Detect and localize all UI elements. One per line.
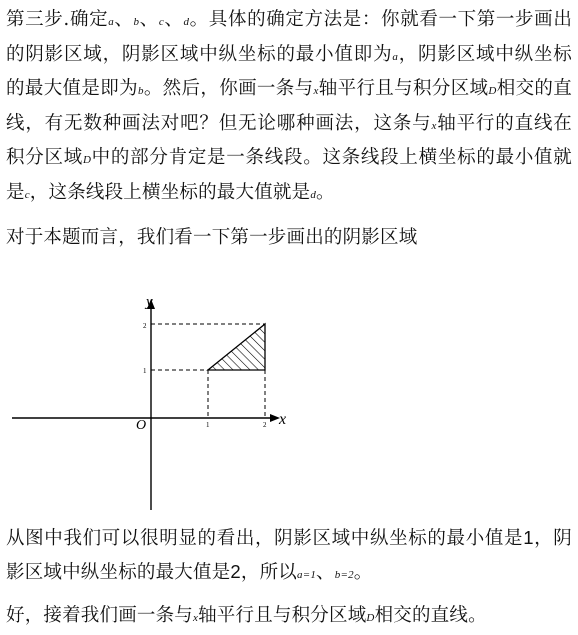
var-b: b	[133, 16, 140, 28]
step3-text: 轴平行且与积分区域	[318, 78, 489, 99]
value-max: 2	[230, 560, 241, 582]
var-D: D	[366, 612, 375, 624]
conclusion-text: 。	[353, 561, 373, 583]
next-text: 轴平行且与积分区域	[198, 605, 367, 626]
conclusion-text: ，所以	[240, 561, 298, 583]
var-c: c	[158, 16, 164, 28]
next-text: 好，接着我们画一条与	[6, 605, 194, 626]
conclusion-text: ，阴影区域中纵坐标的最大值是	[6, 528, 572, 583]
conclusion-text: 从图中我们可以很明显的看出，阴影区域中纵坐标的最小值是	[6, 528, 524, 549]
step3-text: 。具体的确定方法是：你就看一下第一步画出的阴影区域，阴影区域中纵坐标的最小值即为	[6, 9, 573, 65]
value-min: 1	[523, 527, 534, 548]
step3-text: 。	[316, 181, 335, 203]
x-axis-label: x	[279, 411, 287, 428]
var-a: a	[108, 16, 114, 28]
var-c: c	[24, 188, 30, 201]
y-tick-2: 2	[143, 322, 147, 330]
intro-line: 对于本题而言，我们看一下第一步画出的阴影区域	[6, 227, 418, 248]
step3-text: 相交的直线，有无数种画法对吧？但无论哪种画法，这条与	[6, 78, 572, 134]
step3-text: 轴平行的直线在积分区域	[6, 112, 572, 168]
y-tick-1: 1	[143, 367, 147, 375]
var-b: b	[137, 85, 144, 97]
var-x: x	[313, 85, 319, 97]
y-axis-label: y	[146, 294, 153, 310]
var-x: x	[193, 612, 199, 624]
var-x: x	[431, 119, 437, 132]
step3-text: 。然后，你画一条与	[143, 78, 314, 99]
step3-text: 中的部分肯定是一条线段。这条线段上横坐标的最小值就是	[6, 147, 572, 203]
step3-text: ，这条线段上横坐标的最大值就是	[29, 181, 311, 203]
step3-paragraph	[6, 4, 572, 211]
conclusion-paragraph	[6, 522, 572, 591]
var-D: D	[82, 154, 92, 166]
next-text: 相交的直线。	[374, 605, 487, 626]
x-tick-2: 2	[263, 421, 267, 429]
separator: 、	[163, 9, 184, 30]
step3-text: 第三步.确定	[6, 9, 109, 30]
shaded-region-figure	[0, 290, 578, 515]
equation-b: b=2	[334, 568, 354, 581]
var-a: a	[392, 50, 399, 63]
equation-a: a=1	[297, 568, 317, 581]
separator: 、	[113, 9, 134, 30]
shaded-region	[208, 324, 265, 370]
var-d: d	[310, 188, 317, 201]
var-d: d	[183, 16, 190, 28]
var-D: D	[488, 85, 497, 97]
separator: 、	[139, 9, 159, 30]
next-line	[6, 600, 572, 635]
x-tick-1: 1	[206, 421, 210, 429]
origin-label: O	[136, 418, 147, 433]
step3-text: ，阴影区域中纵坐标的最大值是即为	[6, 43, 572, 99]
separator: 、	[316, 561, 335, 583]
